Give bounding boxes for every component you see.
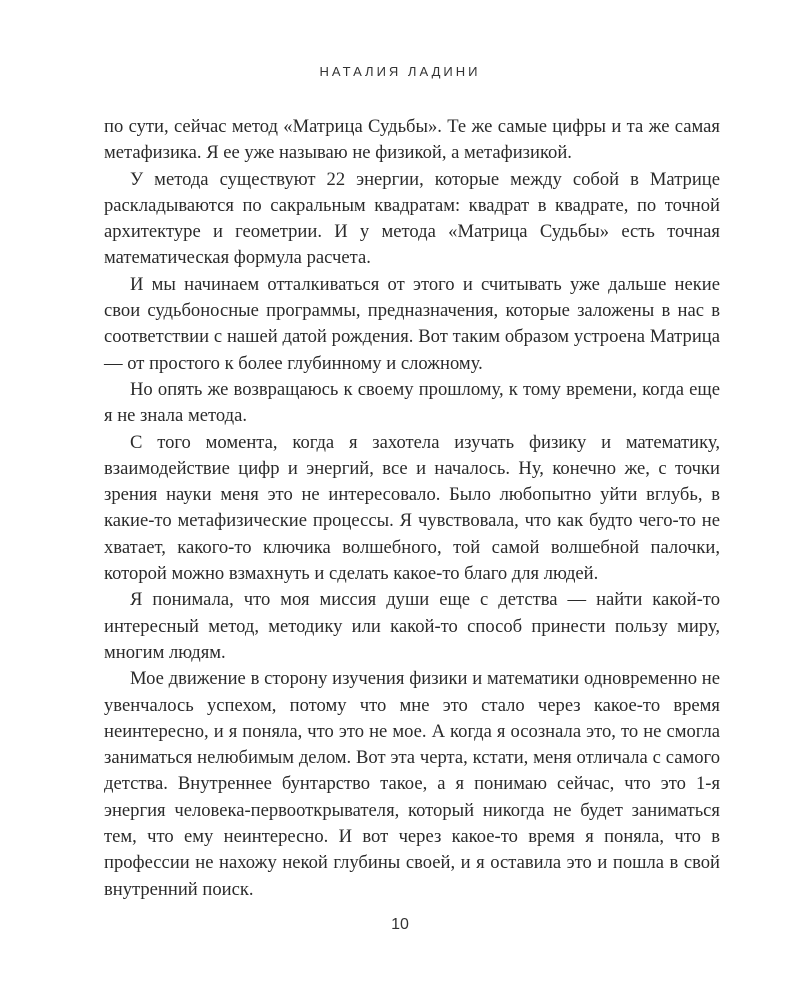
body-text xyxy=(104,114,720,903)
paragraph: Но опять же возвращаюсь к своему прошлому, к тому времени, когда еще я не знала метода. xyxy=(104,378,720,427)
paragraph: И мы начинаем отталкиваться от этого и считывать уже дальше некие свои судьбоносные программы, предназначения, которые заложены в нас в соответствии с нашей датой рождения. Вот таким образом устроена Матрица — от простого к более глубинному и сложному. xyxy=(104,273,720,374)
paragraph: С того момента, когда я захотела изучать физику и математику, взаимодействие цифр и энергий, все и началось. Ну, конечно же, с точки зрения науки меня это не интересовало. Было любопытно уйти вглубь, в какие-то метафизические процессы. Я чувствовала, что как будто чего-то не хватает, какого-то ключика волшебного, той самой волшебной палочки, которой можно взмахнуть и сделать какое-то благо для людей. xyxy=(104,431,720,585)
running-header: НАТАЛИЯ ЛАДИНИ xyxy=(319,64,481,79)
paragraph: У метода существуют 22 энергии, которые между собой в Матрице раскладываются по сакральным квадратам: квадрат в квадрате, по точной архитектуре и геометрии. И у метода «Матрица Судьбы» есть точная математическая формула расчета. xyxy=(104,168,720,269)
paragraph: Я понимала, что моя миссия души еще с детства — найти какой-то интересный метод, методику или какой-то способ принести пользу миру, многим людям. xyxy=(104,589,720,663)
paragraph: Мое движение в сторону изучения физики и математики одновременно не увенчалось успехом, потому что мне это стало через какое-то время неинтересно, и я поняла, что это не мое. А когда я осознала это, то не смогла заниматься нелюбимым делом. Вот эта черта, кстати, меня отличала с самого детства. Внутреннее бунтарство такое, а я понимаю сейчас, что это 1-я энергия человека-первооткрывателя, который никогда не будет заниматься тем, что ему неинтересно. И вот через какое-то время я поняла, что в профессии не нахожу некой глубины своей, и я оставила это и пошла в свой внутренний поиск. xyxy=(104,668,720,900)
page-number: 10 xyxy=(391,916,409,933)
paragraph: по сути, сейчас метод «Матрица Судьбы». Те же самые цифры и та же самая метафизика. Я ее уже называю не физикой, а метафизикой. xyxy=(104,116,720,164)
